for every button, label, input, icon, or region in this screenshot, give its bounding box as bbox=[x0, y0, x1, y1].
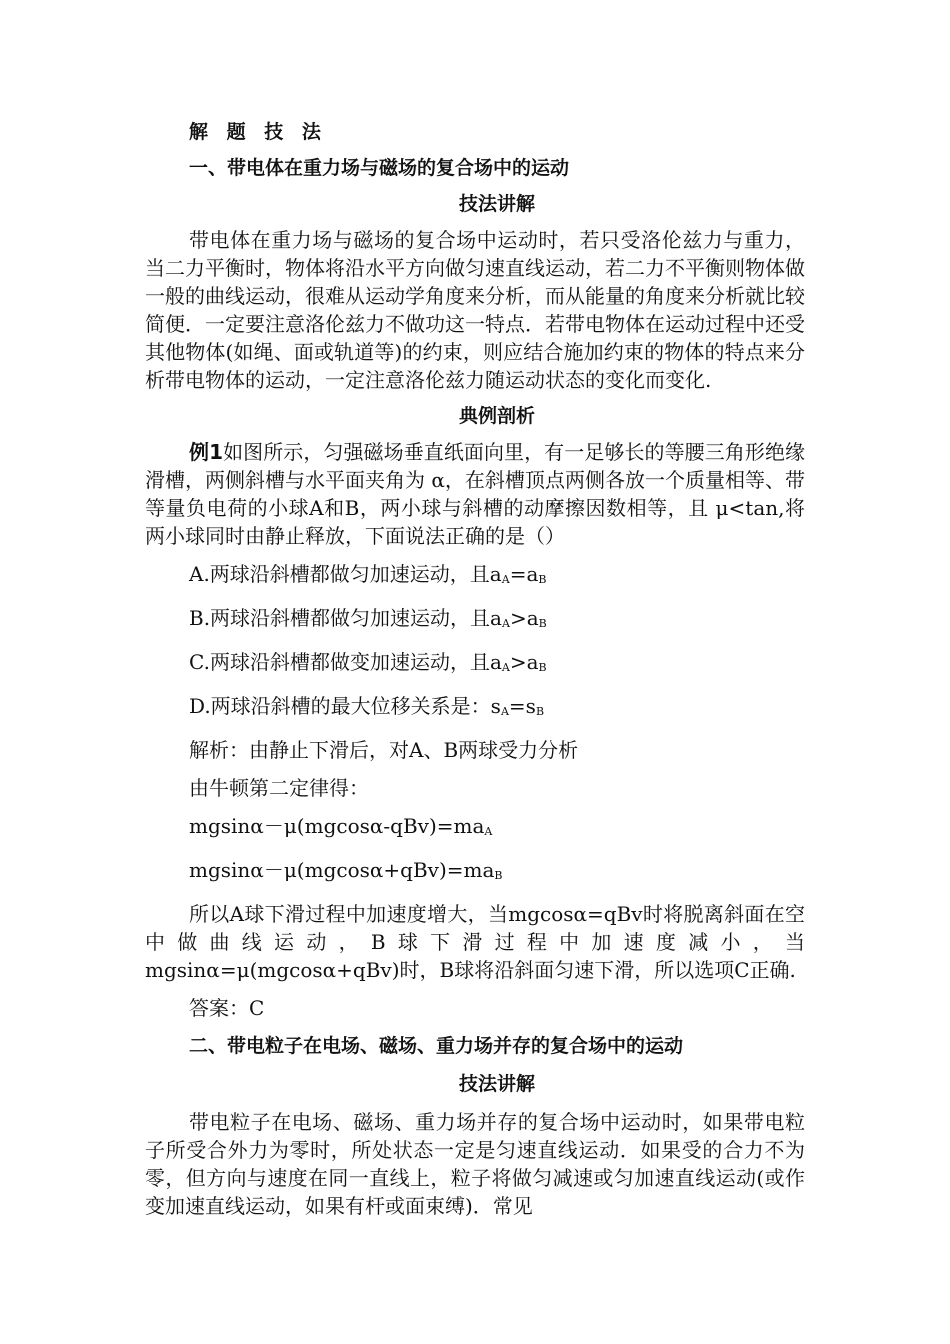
example-1 bbox=[145, 438, 805, 550]
section1-paragraph: 带电体在重力场与磁场的复合场中运动时，若只受洛伦兹力与重力，当二力平衡时，物体将沿水平方向做匀速直线运动，若二力不平衡则物体做一般的曲线运动，很难从运动学角度来分析，而从能量的角度来分析就比较简便．一定要注意洛伦兹力不做功这一特点．若带电物体在运动过程中还受其他物体(如绳、面或轨道等)的约束，则应结合施加约束的物体的特点来分析带电物体的运动，一定注意洛伦兹力随运动状态的变化而变化. bbox=[145, 228, 805, 392]
example-label: 例1 bbox=[189, 440, 223, 464]
document-body bbox=[145, 118, 805, 1220]
section1-subheading-technique: 技法讲解 bbox=[458, 193, 535, 215]
section2-paragraph: 带电粒子在电场、磁场、重力场并存的复合场中运动时，如果带电粒子所受合外力为零时，所处状态一定是匀速直线运动．如果受的合力不为零，但方向与速度在同一直线上，粒子将做匀减速或匀加速直线运动(或作变加速直线运动，如果有杆或面束缚)．常见 bbox=[145, 1110, 805, 1218]
section1-subheading-example: 典例剖析 bbox=[458, 405, 535, 427]
section1-heading: 一、带电体在重力场与磁场的复合场中的运动 bbox=[189, 157, 570, 179]
answer-line: 答案：C bbox=[189, 996, 265, 1020]
option-b: B.两球沿斜槽都做匀加速运动，且$a_A>a_B$ bbox=[189, 606, 547, 630]
example-text: 如图所示，匀强磁场垂直纸面向里，有一足够长的等腰三角形绝缘滑槽，两侧斜槽与水平面夹角为 α，在斜槽顶点两侧各放一个质量相等、带等量负电荷的小球A和B，两小球与斜槽的动摩擦因数相等，且 μ<tan,将两小球同时由静止释放，下面说法正确的是（） bbox=[145, 440, 806, 548]
option-d: D.两球沿斜槽的最大位移关系是：$s_A=s_B$ bbox=[189, 694, 545, 718]
equation-2: $mgsin\alpha-\mu(mgcos\alpha+qBv)=ma_B$ bbox=[189, 858, 503, 882]
equation-1: $mgsin\alpha-\mu(mgcos\alpha-qBv)=ma_A$ bbox=[189, 814, 493, 838]
analysis-line-1: 解析：由静止下滑后，对A、B两球受力分析 bbox=[189, 738, 579, 762]
conclusion-paragraph: 所以A球下滑过程中加速度增大，当mgcosα=qBv时将脱离斜面在空中做曲线运动，B球下滑过程中加速度减小，当mgsinα=μ(mgcosα+qBv)时，B球将沿斜面匀速下滑，所以选项C正确. bbox=[145, 902, 805, 982]
section2-subheading-technique: 技法讲解 bbox=[458, 1073, 535, 1095]
analysis-line-2: 由牛顿第二定律得： bbox=[189, 776, 369, 800]
option-c: C.两球沿斜槽都做变加速运动，且$a_A>a_B$ bbox=[189, 650, 547, 674]
page-title: 解 题 技 法 bbox=[189, 121, 327, 143]
option-a: A.两球沿斜槽都做匀加速运动，且$a_A=a_B$ bbox=[189, 562, 547, 586]
section2-heading: 二、带电粒子在电场、磁场、重力场并存的复合场中的运动 bbox=[189, 1035, 684, 1057]
